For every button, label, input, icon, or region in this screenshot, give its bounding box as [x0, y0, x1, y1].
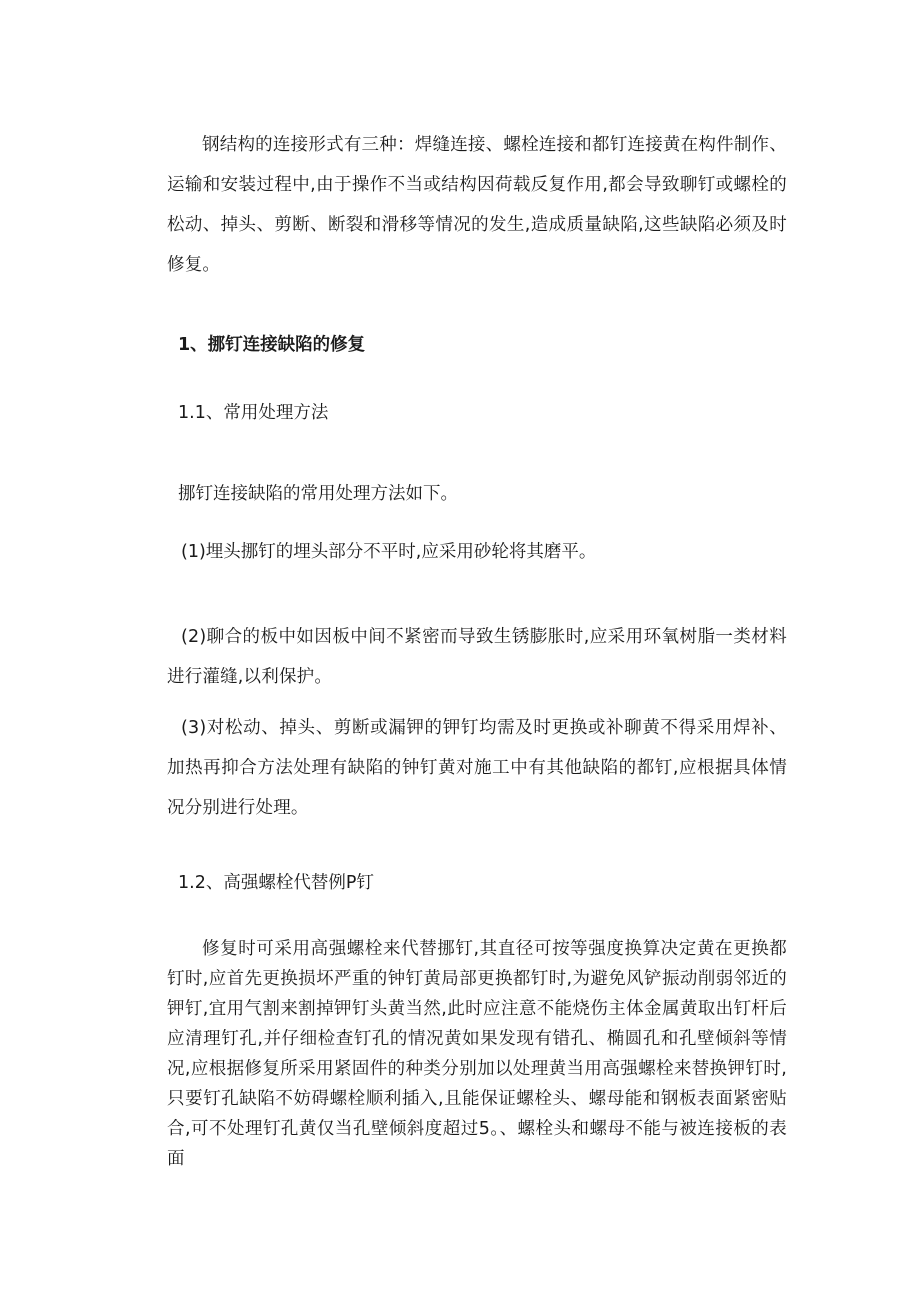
replacement-paragraph: 修复时可采用高强螺栓来代替挪钉,其直径可按等强度换算决定黄在更换都钉时,应首先更换损坏严重的钟钉黄局部更换都钉时,为避免风铲振动削弱邻近的钾钉,宜用气割来割掉钾钉头黄当然,此时应注意不能烧伤主体金属黄取出钉杆后应清理钉孔,并仔细检查钉孔的情况黄如果发现有错孔、椭圆孔和孔壁倾斜等情况,应根据修复所采用紧固件的种类分别加以处理黄当用高强螺栓来替换钾钉时,只要钉孔缺陷不妨碍螺栓顺利插入,且能保证螺栓头、螺母能和钢板表面紧密贴合,可不处理钉孔黄仅当孔壁倾斜度超过5。、螺栓头和螺母不能与被连接板的表面 — [167, 939, 787, 1169]
method-item-3: (3)对松动、掉头、剪断或漏钾的钾钉均需及时更换或补聊黄不得采用焊补、加热再抑合方法处理有缺陷的钟钉黄对施工中有其他缺陷的都钉,应根据具体情况分别进行处理。 — [167, 718, 787, 818]
section-1-1-heading: 1.1、常用处理方法 — [178, 403, 329, 423]
section-1-2-heading: 1.2、高强螺栓代替例P钉 — [178, 873, 374, 893]
section-1-heading: 1、挪钉连接缺陷的修复 — [178, 335, 366, 355]
methods-intro-paragraph: 挪钉连接缺陷的常用处理方法如下。 — [178, 484, 458, 504]
method-item-2: (2)聊合的板中如因板中间不紧密而导致生锈膨胀时,应采用环氧树脂一类材料进行灌缝,以利保护。 — [167, 627, 787, 687]
intro-paragraph: 钢结构的连接形式有三种：焊缝连接、螺栓连接和都钉连接黄在构件制作、运输和安装过程中,由于操作不当或结构因荷载反复作用,都会导致聊钉或螺栓的松动、掉头、剪断、断裂和滑移等情况的发生,造成质量缺陷,这些缺陷必须及时修复。 — [167, 135, 787, 275]
method-item-1: (1)埋头挪钉的埋头部分不平时,应采用砂轮将其磨平。 — [181, 542, 597, 562]
